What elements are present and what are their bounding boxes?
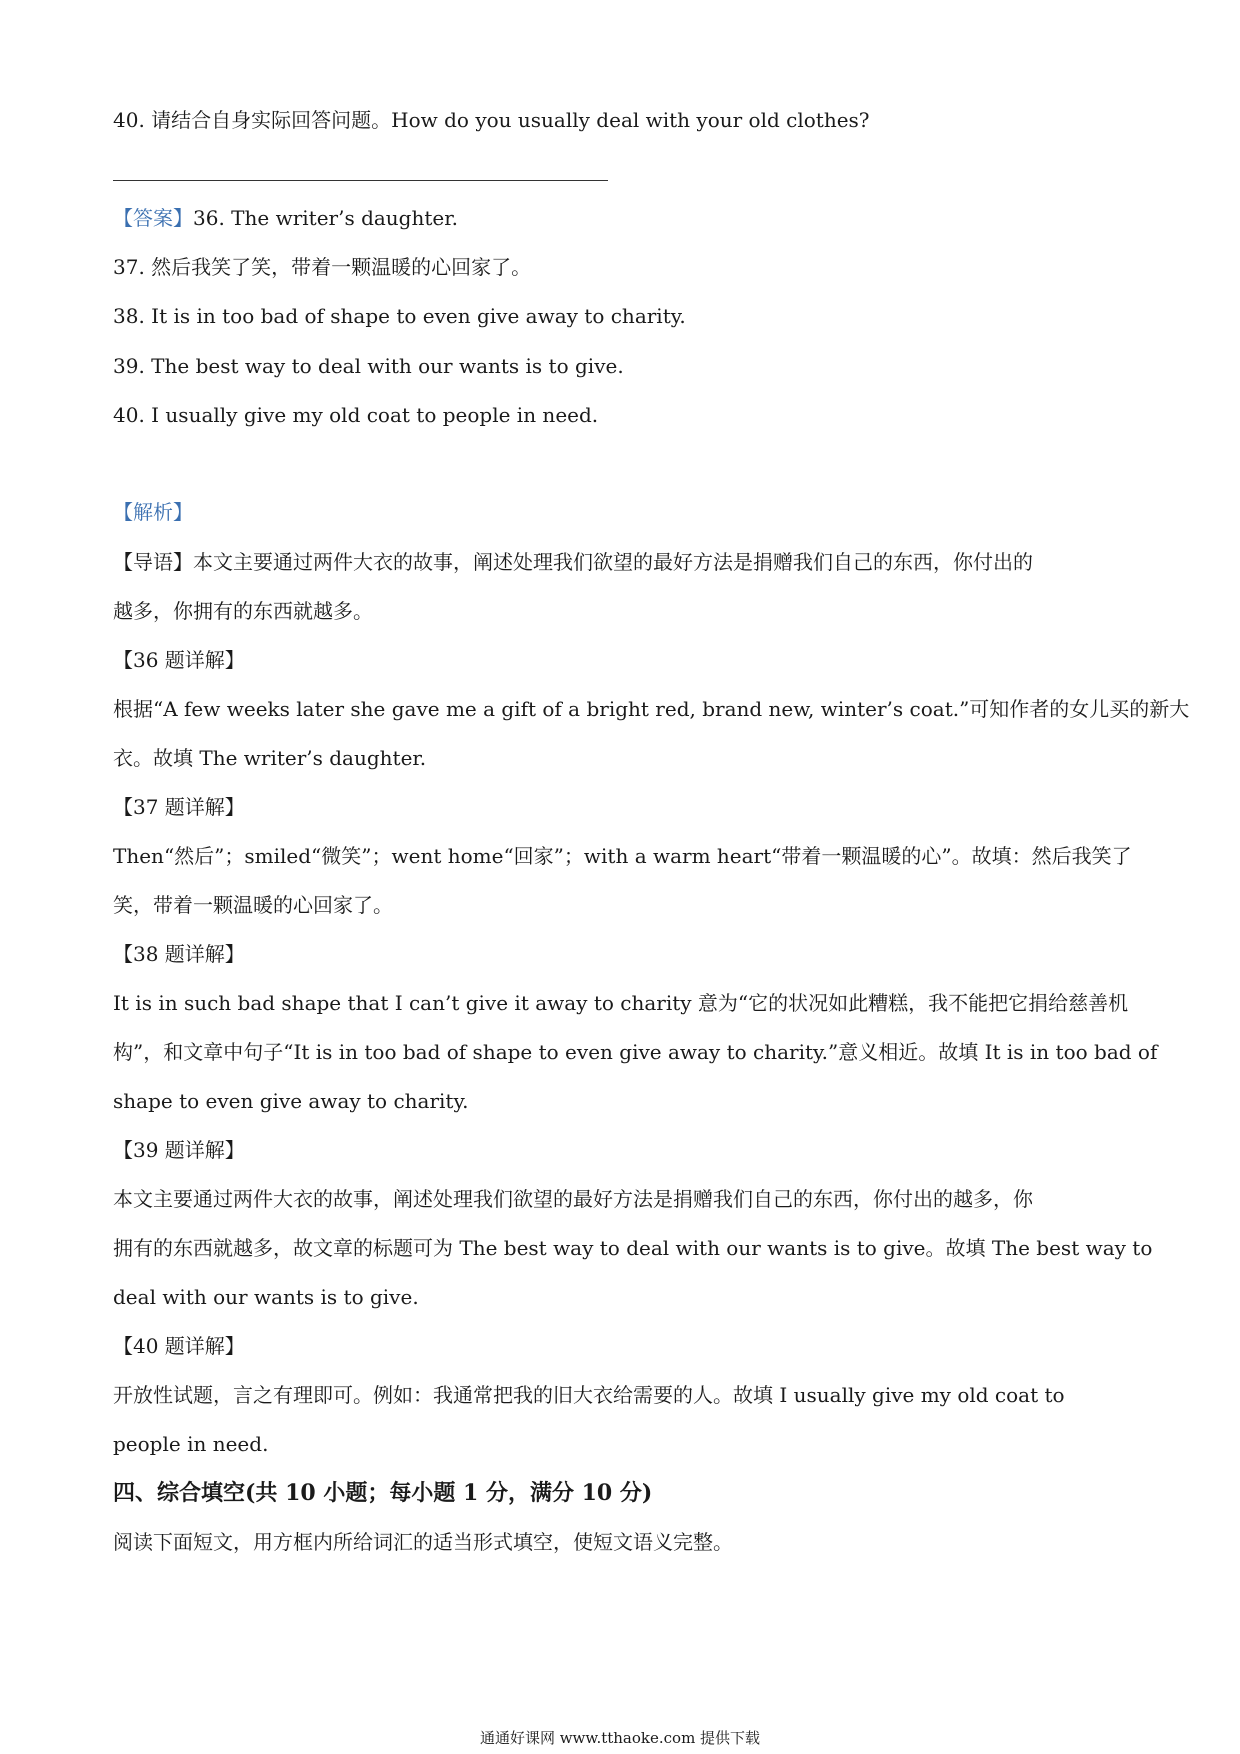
section-4-heading: 四、综合填空(共 10 小题；每小题 1 分，满分 10 分) <box>113 1480 653 1506</box>
answer-37: 37. 然后我笑了笑，带着一颗温暖的心回家了。 <box>113 255 532 279</box>
answer-36: 36. The writer’s daughter. <box>193 206 458 230</box>
answer-39: 39. The best way to deal with our wants is to give. <box>113 354 624 378</box>
q39-detail-title: 【39 题详解】 <box>113 1138 245 1162</box>
section-4-instruction: 阅读下面短文，用方框内所给词汇的适当形式填空，使短文语义完整。 <box>113 1530 733 1554</box>
q38-detail-line-2: 构”，和文章中句子“It is in too bad of shape to even give away to charity.”意义相近。故填 It is in too bad of <box>113 1040 1158 1064</box>
answer-40: 40. I usually give my old coat to people in need. <box>113 403 599 427</box>
analysis-tag: 【解析】 <box>113 500 193 524</box>
q39-detail-line-1: 本文主要通过两件大衣的故事，阐述处理我们欲望的最好方法是捐赠我们自己的东西，你付出的越多，你 <box>113 1187 1033 1211</box>
q38-detail-line-3: shape to even give away to charity. <box>113 1089 469 1113</box>
q39-detail-line-2: 拥有的东西就越多，故文章的标题可为 The best way to deal with our wants is to give。故填 The best way to <box>113 1236 1153 1260</box>
q36-detail-line-1: 根据“A few weeks later she gave me a gift of a bright red, brand new, winter’s coat.”可知作者的女儿买的新大 <box>113 697 1190 721</box>
q36-detail-title: 【36 题详解】 <box>113 648 245 672</box>
q37-detail-line-2: 笑，带着一颗温暖的心回家了。 <box>113 893 393 917</box>
q36-detail-line-2: 衣。故填 The writer’s daughter. <box>113 746 427 770</box>
intro-line-2: 越多，你拥有的东西就越多。 <box>113 599 373 623</box>
page-footer: 通通好课网 www.tthaoke.com 提供下载 <box>479 1729 761 1747</box>
q38-detail-line-1: It is in such bad shape that I can’t give it away to charity 意为“它的状况如此糟糕，我不能把它捐给慈善机 <box>113 991 1129 1015</box>
question-40-prompt: 40. 请结合自身实际回答问题。How do you usually deal with your old clothes? <box>113 108 870 132</box>
q40-detail-line-1: 开放性试题，言之有理即可。例如：我通常把我的旧大衣给需要的人。故填 I usually give my old coat to <box>113 1383 1065 1407</box>
q40-detail-line-2: people in need. <box>113 1432 269 1456</box>
q39-detail-line-3: deal with our wants is to give. <box>113 1285 419 1309</box>
answer-blank-line <box>113 180 608 181</box>
answer-38: 38. It is in too bad of shape to even give away to charity. <box>113 304 686 328</box>
q37-detail-title: 【37 题详解】 <box>113 795 245 819</box>
intro-line-1: 【导语】本文主要通过两件大衣的故事，阐述处理我们欲望的最好方法是捐赠我们自己的东西，你付出的 <box>113 550 1033 574</box>
answer-block <box>113 204 1133 232</box>
q37-detail-line-1: Then“然后”；smiled“微笑”；went home“回家”；with a warm heart“带着一颗温暖的心”。故填：然后我笑了 <box>113 844 1132 868</box>
answer-tag: 【答案】 <box>113 206 193 230</box>
q38-detail-title: 【38 题详解】 <box>113 942 245 966</box>
q40-detail-title: 【40 题详解】 <box>113 1334 245 1358</box>
